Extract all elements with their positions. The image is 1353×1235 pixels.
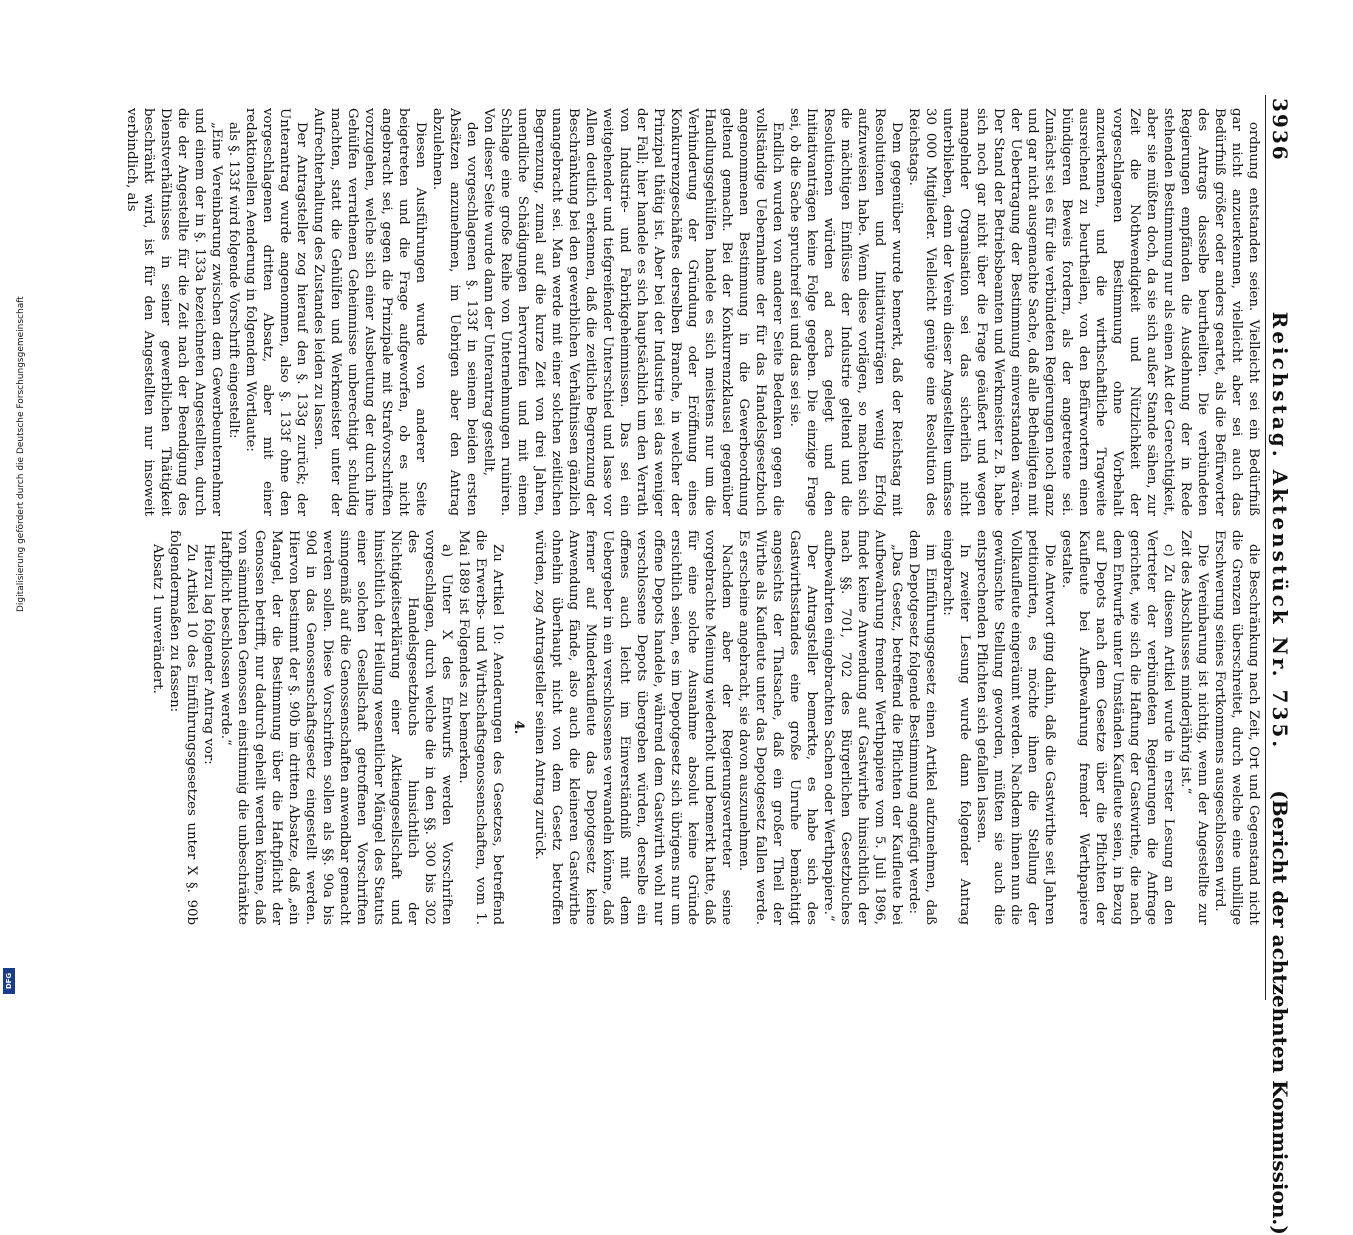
- paragraph: Die Antwort ging dahin, daß die Gastwirthe seit Jahren petitionirten, es möchte ihnen die Stellung der Vollkaufleute eingeräumt werden. Nachdem ihnen nun die gewünschte Stellung geworden, müßten sie auch die entsprechenden Pflichten sich gefallen lassen.: [974, 530, 1057, 925]
- page-number: 3936: [1268, 98, 1292, 162]
- paragraph: Nachdem aber der Regierungsvertreter seine vorgebrachte Meinung wiederholt und bemerkt hatte, daß für eine solche Ausnahme absolut keine Gründe ersichtlich seien, es im Depotgesetz sich übrigens nur um offene Depots handele, während dem Gastwirth wohl nur verschlossene Depots übergeben würden, derselbe ein offenes auch leicht im Einverständniß mit dem Uebergeber in ein verschlossenes verwandeln könne, daß ferner auf Minderkaufleute das Depotgesetz keine Anwendung fände, also auch die kleineren Gastwirthe ohnehin überhaupt nicht von dem Gesetz betroffen würden, zog Antragsteller seinen Antrag zurück.: [532, 530, 734, 925]
- paragraph: Zu Artikel 10 des Einführungsgesetzes unter X §. 90b folgendermaßen zu fassen:: [167, 530, 199, 925]
- paragraph: Zu Artikel 10: Aenderungen des Gesetzes, betreffend die Erwerbs- und Wirthschaftsgenossenschaften, vom 1. Mai 1889 ist Folgendes zu bemerken.: [456, 530, 505, 925]
- header-rule: [1265, 95, 1266, 1000]
- paragraph: Der Antragsteller bemerkte, es habe sich des Gastwirthsstandes eine große Unruhe bemächtigt angesichts der Thatsache, daß ein großer Theil der Wirthe als Kaufleute unter das Depotgesetz fallen werde. Es erscheine angebracht, sie davon auszunehmen.: [736, 530, 819, 925]
- paragraph: Die Vereinbarung ist nichtig, wenn der Angestellte zur Zeit des Abschlusses minderjährig ist.“: [1178, 530, 1210, 925]
- paragraph: a) Unter X des Entwurfs werden Vorschriften vorgeschlagen, durch welche die in den §§. 300 bis 302 des Handelsgesetzbuchs hinsichtlich der Nichtigkeitserklärung einer Aktiengesellschaft und hinsichtlich der Heilung wesentlicher Mängel des Statuts einer solchen Gesellschaft getroffenen Vorschriften sinngemäß auf die Genossenschaften anwendbar gemacht werden sollen. Diese Vorschriften sollen als §§. 90a bis 90d in das Genossenschaftsgesetz eingestellt werden. Hiervon bestimmt der §. 90b im dritten Absatze, daß „ein Mangel, der die Bestimmung über die Haftpflicht der Genossen betrifft, nur dadurch geheilt werden könne, daß von sämmtlichen Genossen einstimmig die unbeschränkte Haftpflicht beschlossen werde.“: [218, 530, 454, 925]
- paragraph: ordnung entstanden seien. Vielleicht sei ein Bedürfniß gar nicht anzuerkennen, vielleicht aber sei auch das Bedürfniß größer oder anders geartet, als die Befürworter des Antrags dasselbe beurtheilten. Die verbündeten Regierungen empfänden die Ausdehnung der in Rede stehenden Bestimmung nur als einen Akt der Gerechtigkeit, aber sie müßten doch, da sie sich außer Stande sähen, zur Zeit die Nothwendigkeit und Nützlichkeit der vorgeschlagenen Bestimmung ohne Vorbehalt anzuerkennen, und die wirthschaftliche Tragweite ausreichend zu beurtheilen, von den Befürwortern einen bündigeren Beweis fordern, als der angetretene sei. Zunächst sei es für die verbündeten Regierungen noch ganz und gar nicht ausgemachte Sache, daß alle Betheiligten mit der Uebertragung der Bestimmung einverstanden wären. Der Stand der Betriebsbeamten und Werkmeister z. B. habe sich noch gar nicht über die Frage geäußert und wegen mangelnder Organisation sei das sicherlich nicht unterblieben, denn der Verein dieser Angestellten umfasse 30 000 Mitglieder. Vielleicht genüge eine Resolution des Reichstags.: [906, 108, 1261, 516]
- paragraph: Hierzu lag folgender Antrag vor:: [201, 544, 216, 765]
- paragraph: die Beschränkung nach Zeit, Ort und Gegenstand nicht die Grenzen überschreitet, durch welche eine unbillige Erschwerung seines Fortkommens ausgeschlossen wird.: [1212, 530, 1261, 925]
- header-section: (Bericht der achtzehnten Kommission.): [1268, 790, 1292, 1235]
- dfg-logo: DFG: [3, 968, 15, 994]
- paragraph: Dem gegenüber wurde bemerkt, daß der Reichstag mit Resolutionen und Initiativanträgen wenig Erfolg aufzuweisen habe. Wenn diese vorlägen, so machten sich die mächtigen Einflüsse der Industrie geltend und die Resolutionen würden ad acta gelegt und den Initiativanträgen keine Folge gegeben. Die einzige Frage sei, ob die Sache spruchreif sei und das sei sie.: [787, 108, 904, 516]
- paragraph: „Eine Vereinbarung zwischen dem Gewerbeunternehmer und einem der in §. 133a bezeichneten Angestellten, durch die der Angestellte für die Zeit nach der Beendigung des Dienstverhältnisses in seiner gewerblichen Thätigkeit beschränkt wird, ist für den Angestellten nur insoweit verbindlich, als: [124, 108, 224, 516]
- paragraph: „Das Gesetz, betreffend die Pflichten der Kaufleute bei Aufbewahrung fremder Werthpapiere vom 5. Juli 1896, findet keine Anwendung auf Gastwirthe hinsichtlich der nach §§. 701, 702 des Bürgerlichen Gesetzbuches aufbewahrten eingebrachten Sachen oder Werthpapiere.“: [821, 530, 904, 925]
- funding-note: Digitalisierung gefördert durch die Deutsche Forschungsgemeinschaft: [16, 296, 26, 612]
- paragraph: c) Zu diesem Artikel wurde in erster Lesung an den Vertreter der verbündeten Regierungen die Anfrage gerichtet, wie sich die Haftung der Gastwirthe, die nach dem Entwurfe unter Umständen Kaufleute seien, in Bezug auf Depots nach dem Gesetze über die Pflichten der Kaufleute bei Aufbewahrung fremder Werthpapiere gestalte.: [1059, 530, 1176, 925]
- right-column: [102, 530, 1262, 925]
- paragraph: In zweiter Lesung wurde dann folgender Antrag eingebracht:: [940, 530, 972, 925]
- paragraph: Absatz 1 unverändert.: [150, 544, 165, 694]
- paragraph: Endlich wurden von anderer Seite Bedenken gegen die vollständige Uebernahme der für das Handelsgesetzbuch angenommenen Bestimmung in die Gewerbeordnung geltend gemacht. Bei der Konkurrenzklausel gegenüber Handlungsgehülfen handele es sich meistens nur um die Verhinderung der Gründung oder Eröffnung eines Konkurrenzgeschäftes derselben Branche, in welcher der Prinzipal thätig ist. Aber bei der Industrie sei das weniger der Fall; hier handele es sich hauptsächlich um den Verrath von Industrie- und Fabrikgeheimnissen. Das sei ein weitgehender und tiefgreifender Unterschied und lasse vor Allem deutlich erkennen, daß die zeitliche Begrenzung der Beschränkung bei den gewerblichen Verhältnissen gänzlich unangebracht sei. Man werde mit einer solchen zeitlichen Begrenzung, zumal auf die kurze Zeit von drei Jahren, unendliche Schädigungen hervorrufen und mit einem Schlage eine große Reihe von Unternehmungen ruiniren. Von dieser Seite wurde dann der Unterantrag gestellt,: [481, 108, 785, 516]
- paragraph: Diesen Ausführungen wurde von anderer Seite beigetreten und die Frage aufgeworfen, ob es nicht angebracht sei, gegen die Prinzipale mit Strafvorschriften vorzugehen, welche sich einer Ausbeutung der durch ihre Gehülfen verrathenen Geheimnisse unberechtigt schuldig machten, statt die Gehülfen und Werkmeister unter der Aufrechterhaltung des Zustandes leiden zu lassen.: [311, 108, 428, 516]
- paragraph: als §. 133f wird folgende Vorschrift eingestellt:: [226, 122, 241, 439]
- left-column: [102, 108, 1262, 516]
- paragraph: Der Antragsteller zog hierauf den §. 133g zurück; der Unterantrag wurde angenommen, also §. 133f ohne den vorgeschlagenen dritten Absatz, aber mit einer redaktionellen Aenderung in folgendem Wortlaute:: [243, 108, 309, 516]
- header-title: Reichstag. Aktenstück Nr. 735.: [1268, 311, 1292, 751]
- paragraph: im Einführungsgesetz einen Artikel aufzunehmen, daß dem Depotgesetz folgende Bestimmung angefügt werde:: [906, 530, 938, 925]
- paragraph: den vorgeschlagenen §. 133f in seinem beiden ersten Absätzen anzunehmen, im Uebrigen aber den Antrag abzulehnen.: [430, 108, 479, 516]
- page-header: [1260, 98, 1300, 1235]
- paragraph: 4.: [511, 720, 526, 735]
